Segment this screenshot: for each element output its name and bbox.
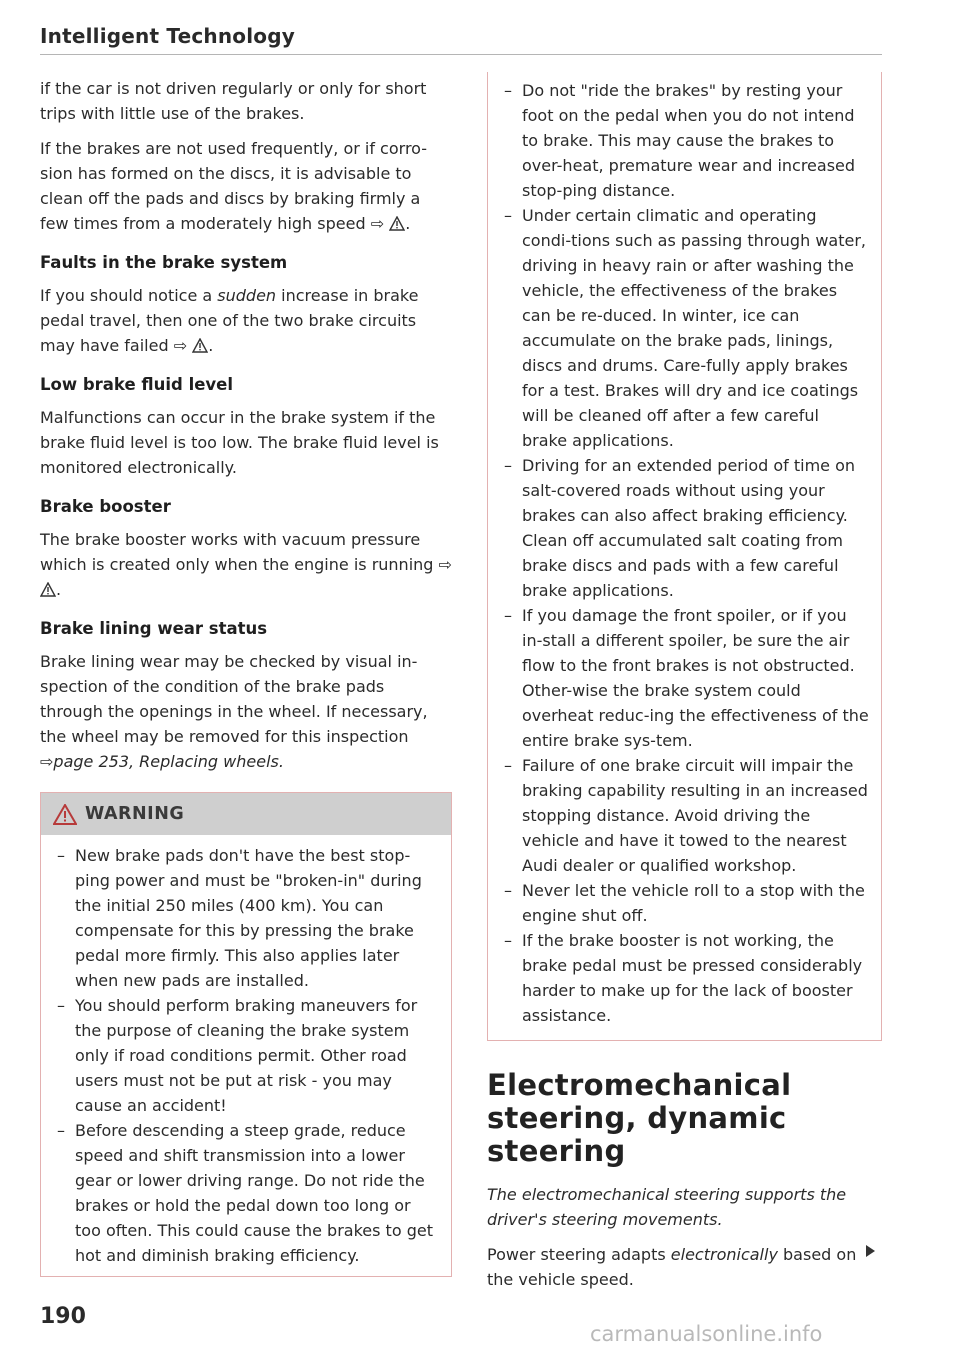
paragraph: If you should notice a sudden increase in brake pedal travel, then one of the two brake circuits may have failed ⇨ . [40, 286, 419, 355]
list-item: – If you damage the front spoiler, or if you in-stall a different spoiler, be sure the air flow to the front brakes is not obstructed. Other-wise the brake system could overheat reduc-ing the effectiveness of the entire brake sys-tem. [500, 603, 869, 753]
warning-list [53, 843, 439, 1268]
watermark: carmanualsonline.info [590, 1322, 823, 1346]
warning-header [41, 793, 451, 835]
heading-booster: Brake booster [40, 497, 171, 516]
list-item: – Do not "ride the brakes" by resting your foot on the pedal when you do not intend to brake. This may cause the brakes to over-heat, premature wear and increased stop-ping distance. [500, 78, 869, 203]
arrow-ref-icon: ⇨ [438, 555, 452, 574]
list-item: – Failure of one brake circuit will impair the braking capability resulting in an increased stopping distance. Avoid driving the vehicle and have it towed to the nearest Audi dealer or qualified workshop. [500, 753, 869, 878]
chapter-title: Intelligent Technology [40, 24, 295, 48]
warning-body [41, 835, 451, 1276]
section-title: Electromechanical steering, dynamic steering [487, 1068, 792, 1168]
warning-triangle-icon [40, 582, 56, 597]
list-item: – New brake pads don't have the best stop-ping power and must be "broken-in" during the initial 250 miles (400 km). You can compensate for this by pressing the brake pedal more firmly. This also applies later when new pads are installed. [53, 843, 439, 993]
left-column [40, 76, 452, 1277]
heading-lining: Brake lining wear status [40, 619, 268, 638]
arrow-ref-icon: ⇨ [173, 336, 188, 355]
list-item: – Driving for an extended period of time on salt-covered roads without using your brakes can also affect braking efficiency. Clean off accumulated salt coating from brake discs and pads with a few careful brake applications. [500, 453, 869, 603]
warning-box [40, 792, 452, 1277]
heading-fluid: Low brake fluid level [40, 375, 234, 394]
paragraph: if the car is not driven regularly or only for short trips with little use of the brakes. [40, 79, 427, 123]
paragraph: Power steering adapts electronically based on the vehicle speed. [487, 1245, 857, 1289]
warning-box-continued [487, 72, 882, 1041]
arrow-ref-icon: ⇨ [370, 214, 385, 233]
warning-triangle-icon [53, 804, 77, 825]
warning-title: WARNING [85, 804, 185, 824]
warning-triangle-icon [192, 338, 208, 353]
warning-list [500, 78, 869, 1028]
list-item: – Before descending a steep grade, reduce speed and shift transmission into a lower gear or lower driving range. Do not ride the brakes or hold the pedal down too long or too often. This could cause the brakes to get hot and diminish braking efficiency. [53, 1118, 439, 1268]
arrow-ref-icon: ⇨ [40, 752, 54, 771]
paragraph: Brake lining wear may be checked by visual in-spection of the condition of the brake pads through the openings in the wheel. If necessary, the wheel may be removed for this inspection ⇨page 253, Replacing wheels. [40, 652, 428, 771]
section-subtitle: The electromechanical steering supports the driver's steering movements. [487, 1185, 847, 1229]
list-item: – Never let the vehicle roll to a stop with the engine shut off. [500, 878, 869, 928]
page-header [40, 24, 882, 55]
page-number: 190 [40, 1304, 86, 1329]
paragraph: Malfunctions can occur in the brake system if the brake fluid level is too low. The brake fluid level is monitored electronically. [40, 408, 439, 477]
warning-triangle-icon [389, 216, 405, 231]
list-item: – If the brake booster is not working, the brake pedal must be pressed considerably harder to make up for the lack of booster assistance. [500, 928, 869, 1028]
paragraph: If the brakes are not used frequently, or if corro-sion has formed on the discs, it is advisable to clean off the pads and discs by braking firmly a few times from a moderately high speed ⇨ . [40, 139, 428, 233]
list-item: – You should perform braking maneuvers for the purpose of cleaning the brake system only if road conditions permit. Other road users must not be put at risk - you may cause an accident! [53, 993, 439, 1118]
right-column [487, 72, 882, 1302]
list-item: – Under certain climatic and operating condi-tions such as passing through water, driving in heavy rain or after washing the vehicle, the effectiveness of the brakes can be re-duced. In winter, ice can accumulate on the brake pads, linings, discs and drums. Care-fully apply brakes for a test. Brakes will dry and ice coatings will be cleaned off after a few careful brake applications. [500, 203, 869, 453]
paragraph: The brake booster works with vacuum pressure which is created only when the engine is running ⇨ . [40, 530, 452, 599]
page-reference-link[interactable]: page 253, Replacing wheels. [53, 752, 284, 771]
heading-faults: Faults in the brake system [40, 253, 288, 272]
next-page-arrow-icon[interactable] [866, 1245, 875, 1257]
